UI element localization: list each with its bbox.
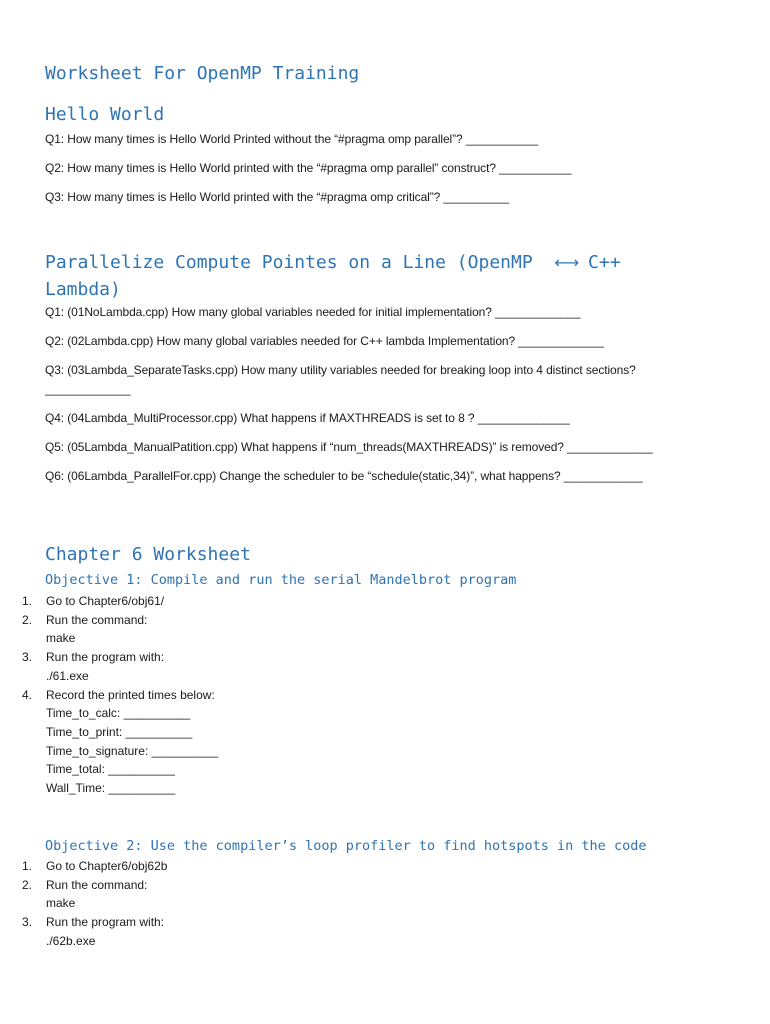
- lambda-question-5: Q5: (05Lambda_ManualPatition.cpp) What happens if “num_threads(MAXTHREADS)” is removed? _____________: [45, 440, 653, 454]
- objective-1-heading: Objective 1: Compile and run the serial Mandelbrot program: [45, 572, 517, 588]
- objective-1-step-2-detail-1: make: [46, 631, 76, 646]
- lambda-heading-line2: Lambda): [45, 279, 121, 300]
- objective-1-step-3-detail-1: ./61.exe: [46, 668, 89, 683]
- hello-question-1: Q1: How many times is Hello World Printed without the “#pragma omp parallel”? ___________: [45, 132, 539, 146]
- objective-1-step-3: [0, 648, 640, 667]
- step-number: 2.: [22, 612, 33, 627]
- objective-2-step-1: [0, 857, 640, 876]
- step-text: Go to Chapter6/obj61/: [46, 594, 165, 608]
- step-text: Run the program with:: [46, 915, 165, 930]
- objective-1-step-4: [0, 686, 640, 705]
- lambda-heading: [45, 252, 685, 273]
- step-text: Run the command:: [46, 612, 148, 627]
- step-number: 3.: [22, 915, 33, 930]
- lambda-heading-cpp: C++: [588, 252, 621, 273]
- objective-2-list: [0, 857, 640, 951]
- objective-2-heading: Objective 2: Use the compiler’s loop profiler to find hotspots in the code: [45, 838, 647, 854]
- objective-1-step-4-detail-1: Time_to_calc: __________: [46, 706, 191, 721]
- step-number: 1.: [22, 594, 33, 608]
- objective-1-step-4-detail-4: Time_total: __________: [46, 762, 175, 777]
- objective-1-step-4-detail-2: Time_to_print: __________: [46, 724, 193, 739]
- hello-question-2: Q2: How many times is Hello World printed with the “#pragma omp parallel” construct? ___________: [45, 161, 572, 175]
- lambda-question-3-blank: _____________: [45, 382, 131, 396]
- lambda-question-3: Q3: (03Lambda_SeparateTasks.cpp) How many utility variables needed for breaking loop into 4 distinct sections?: [45, 363, 636, 377]
- step-text: Go to Chapter6/obj62b: [46, 859, 168, 873]
- step-text: Record the printed times below:: [46, 687, 215, 702]
- hello-world-heading: Hello World: [45, 104, 165, 125]
- objective-2-step-2-detail-1: make: [46, 896, 76, 911]
- step-text: Run the command:: [46, 877, 148, 892]
- objective-2-step-2: [0, 876, 640, 895]
- page-title: Worksheet For OpenMP Training: [45, 63, 360, 84]
- objective-1-step-2: [0, 611, 640, 630]
- hello-question-3: Q3: How many times is Hello World printed with the “#pragma omp critical”? __________: [45, 190, 510, 204]
- bidirectional-arrow-icon: ←→: [554, 253, 578, 272]
- step-number: 4.: [22, 687, 33, 702]
- step-text: Run the program with:: [46, 650, 165, 665]
- lambda-heading-text: Parallelize Compute Pointes on a Line (OpenMP: [45, 252, 533, 273]
- chapter6-heading: Chapter 6 Worksheet: [45, 544, 251, 565]
- objective-1-step-4-detail-3: Time_to_signature: __________: [46, 743, 219, 758]
- lambda-question-6: Q6: (06Lambda_ParallelFor.cpp) Change the scheduler to be “schedule(static,34)”, what happens? ____________: [45, 469, 643, 483]
- step-number: 2.: [22, 877, 33, 892]
- objective-1-step-1: [0, 592, 640, 611]
- step-number: 1.: [22, 859, 33, 873]
- lambda-question-4: Q4: (04Lambda_MultiProcessor.cpp) What happens if MAXTHREADS is set to 8 ? ______________: [45, 411, 570, 425]
- objective-1-list: [0, 592, 640, 798]
- objective-2-step-3: [0, 913, 640, 932]
- objective-1-step-4-detail-5: Wall_Time: __________: [46, 781, 176, 796]
- lambda-question-2: Q2: (02Lambda.cpp) How many global variables needed for C++ lambda Implementation? _____________: [45, 334, 604, 348]
- lambda-question-1: Q1: (01NoLambda.cpp) How many global variables needed for initial implementation? _____________: [45, 305, 581, 319]
- step-number: 3.: [22, 650, 33, 665]
- objective-2-step-3-detail-1: ./62b.exe: [46, 933, 96, 948]
